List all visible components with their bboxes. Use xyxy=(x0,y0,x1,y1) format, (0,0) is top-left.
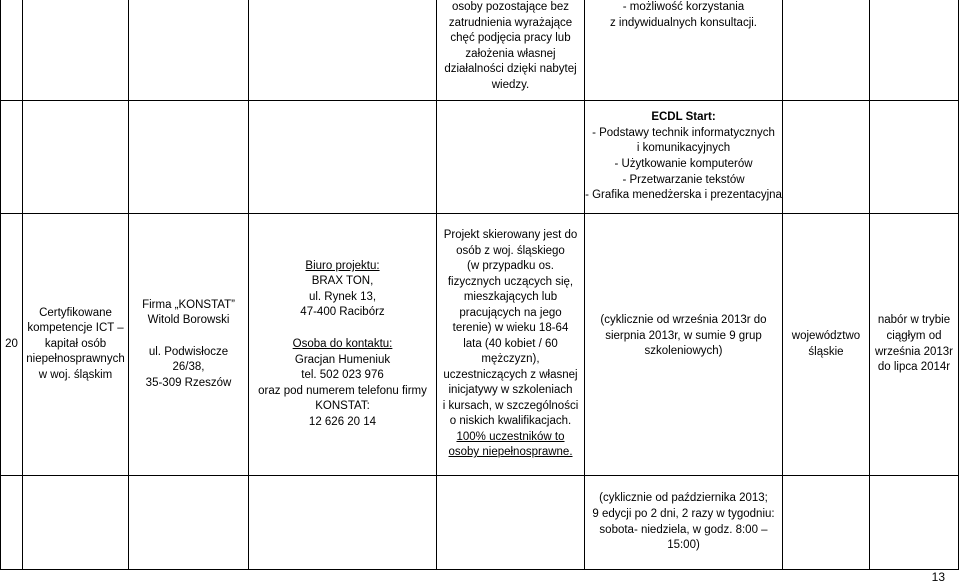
target-group-continued: osoby pozostające bez zatrudnienia wyrażające chęć podjęcia pracy lub założenia własnej działalności dzięki nabytej wiedzy. xyxy=(444,1,577,91)
ecdl-program: ECDL Start: - Podstawy technik informatycznych i komunikacyjnych - Użytkowanie komputerów - Przetwarzanie tekstów - Grafika menedżerska i prezentacyjna xyxy=(585,111,782,202)
contact-info: Biuro projektu: BRAX TON, ul. Rynek 13, 47-400 Racibórz Osoba do kontaktu: Gracjan Humeniuk tel. 502 023 976 oraz pod numerem telefonu firmy KONSTAT: 12 626 20 14 xyxy=(258,259,427,428)
office-heading: Biuro projektu: xyxy=(305,259,380,272)
row-divider xyxy=(0,475,959,476)
row-divider xyxy=(0,100,959,101)
project-title: Certyfikowane kompetencje ICT – kapitał osób niepełnosprawnych w woj. śląskim xyxy=(26,306,125,381)
ecccc-program: (cyklicznie od września 2013r do sierpnia 2013r, w sumie 9 grup szkoleniowych) xyxy=(600,314,767,358)
region: województwo śląskie xyxy=(791,329,861,358)
schedule-info: (cyklicznie od października 2013; 9 edycji po 2 dni, 2 razy w tygodniu: sobota- niedziela, w godz. 8:00 – 15:00) xyxy=(592,492,775,552)
recruitment: nabór w trybie ciągłym od września 2013r do lipca 2014r xyxy=(875,314,953,374)
row-divider xyxy=(0,569,959,570)
program-continued: - możliwość korzystania z indywidualnych konsultacji. xyxy=(609,1,758,29)
target-group: Projekt skierowany jest do osób z woj. śląskiego (w przypadku os. fizycznych uczących się, mieszkających lub pracujących na jego terenie) w wieku 18-64 lata (40 kobiet / 60 mężczyzn), uczestniczących z własnej inicjatywy w szkoleniach i kursach, w szczególności o niskich kwalifikacjach. 100% uczestników to osoby niepełnosprawne. xyxy=(442,229,579,459)
ecdl-heading: ECDL Start: xyxy=(651,111,716,124)
row-number: 20 xyxy=(5,337,18,350)
page-number: 13 xyxy=(931,569,945,584)
contact-heading: Osoba do kontaktu: xyxy=(292,337,393,350)
company-info: Firma „KONSTAT” Witold Borowski ul. Podwisłocze 26/38, 35-309 Rzeszów xyxy=(142,298,235,389)
